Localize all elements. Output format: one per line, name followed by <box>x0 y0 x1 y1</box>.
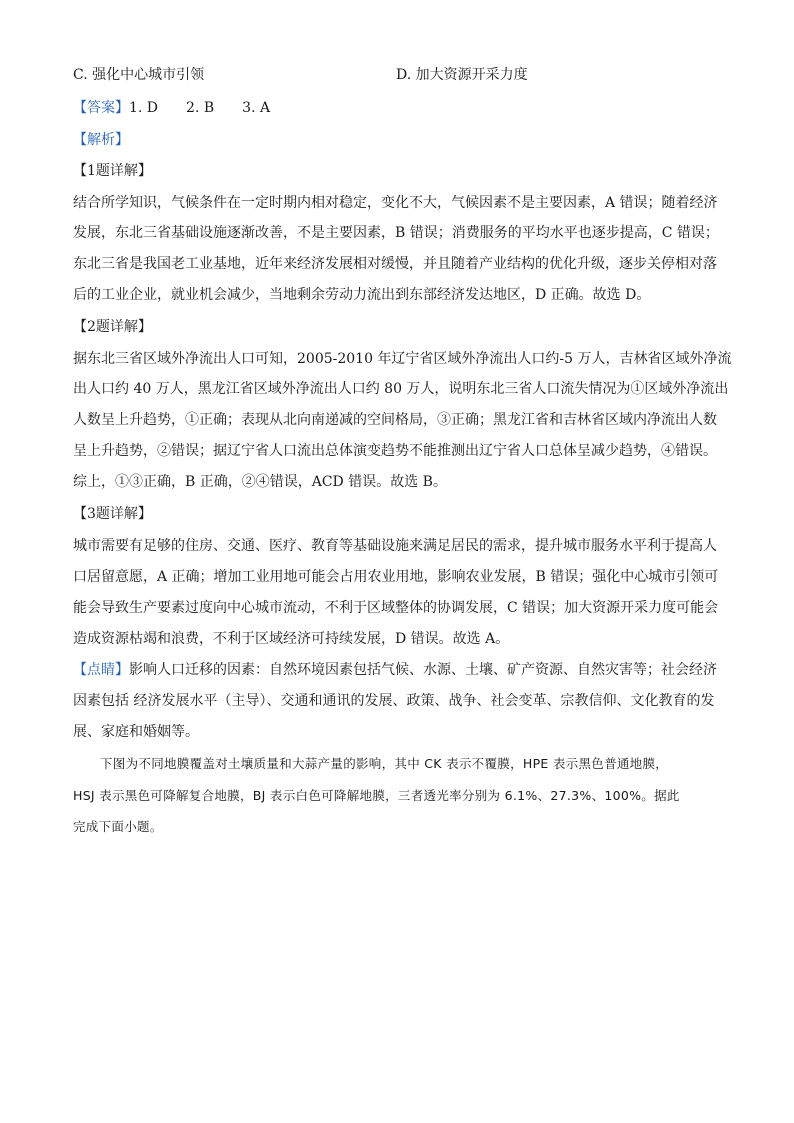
q1-line-1: 结合所学知识，气候条件在一定时期内相对稳定，变化不大，气候因素不是主要因素，A 错误；随着经济 <box>73 195 718 211</box>
answer-2: 2. B <box>186 100 215 116</box>
tip-label: 【点睛】 <box>73 662 129 678</box>
q3-line-4: 造成资源枯竭和浪费，不利于区域经济可持续发展，D 错误。故选 A。 <box>73 631 510 647</box>
q2-line-4: 呈上升趋势，②错误；据辽宁省人口流出总体演变趋势不能推测出辽宁省人口总体呈减少趋势，④错误。 <box>73 443 717 459</box>
q1-label: 【1题详解】 <box>73 163 152 179</box>
q2-line-3: 人数呈上升趋势，①正确；表现从北向南递减的空间格局，③正确；黑龙江省和吉林省区域内净流出人数 <box>73 412 717 428</box>
q3-line-1: 城市需要有足够的住房、交通、医疗、教育等基础设施来满足居民的需求，提升城市服务水平利于提高人 <box>73 538 717 554</box>
intro-line-2: HSJ 表示黑色可降解复合地膜，BJ 表示白色可降解地膜，三者透光率分别为 6.1%、27.3%、100%。据此 <box>73 788 680 803</box>
analysis-label: 【解析】 <box>73 132 129 148</box>
q1-line-3: 东北三省是我国老工业基地，近年来经济发展相对缓慢，并且随着产业结构的优化升级，逐步关停相对落 <box>73 256 717 272</box>
q1-line-4: 后的工业企业，就业机会减少，当地剩余劳动力流出到东部经济发达地区，D 正确。故选 D。 <box>73 287 651 303</box>
tip-line-1 <box>73 661 723 679</box>
tip-first-text: 影响人口迁移的因素：自然环境因素包括气候、水源、土壤、矿产资源、自然灾害等；社会经济 <box>129 662 717 678</box>
intro-line-3: 完成下面小题。 <box>73 819 163 834</box>
q3-label: 【3题详解】 <box>73 506 152 522</box>
q2-label: 【2题详解】 <box>73 319 152 335</box>
answer-1: 1. D <box>129 100 159 116</box>
option-d: D. 加大资源开采力度 <box>396 67 528 83</box>
q3-line-3: 能会导致生产要素过度向中心城市流动，不利于区域整体的协调发展，C 错误；加大资源开采力度可能会 <box>73 600 719 616</box>
answer-label: 【答案】 <box>73 100 129 116</box>
q1-line-2: 发展，东北三省基础设施逐渐改善，不是主要因素，B 错误；消费服务的平均水平也逐步提高，C 错误； <box>73 225 719 241</box>
option-c: C. 强化中心城市引领 <box>73 67 205 83</box>
answer-3: 3. A <box>242 100 271 116</box>
tip-line-2: 因素包括 经济发展水平（主导）、交通和通讯的发展、政策、战争、社会变革、宗教信仰、文化教育的发 <box>73 693 715 709</box>
q2-line-1: 据东北三省区域外净流出人口可知，2005-2010 年辽宁省区域外净流出人口约-5 万人，吉林省区域外净流 <box>73 351 732 367</box>
q2-line-5: 综上，①③正确，B 正确，②④错误，ACD 错误。故选 B。 <box>73 474 447 490</box>
tip-line-3: 展、家庭和婚姻等。 <box>73 724 199 740</box>
intro-line-1: 下图为不同地膜覆盖对土壤质量和大蒜产量的影响，其中 CK 表示不覆膜，HPE 表示黑色普通地膜， <box>100 756 669 771</box>
q2-line-2: 出人口约 40 万人，黑龙江省区域外净流出人口约 80 万人，说明东北三省人口流失情况为①区域外净流出 <box>73 381 729 397</box>
q3-line-2: 口居留意愿，A 正确；增加工业用地可能会占用农业用地，影响农业发展，B 错误；强化中心城市引领可 <box>73 569 719 585</box>
answer-line <box>73 99 298 117</box>
